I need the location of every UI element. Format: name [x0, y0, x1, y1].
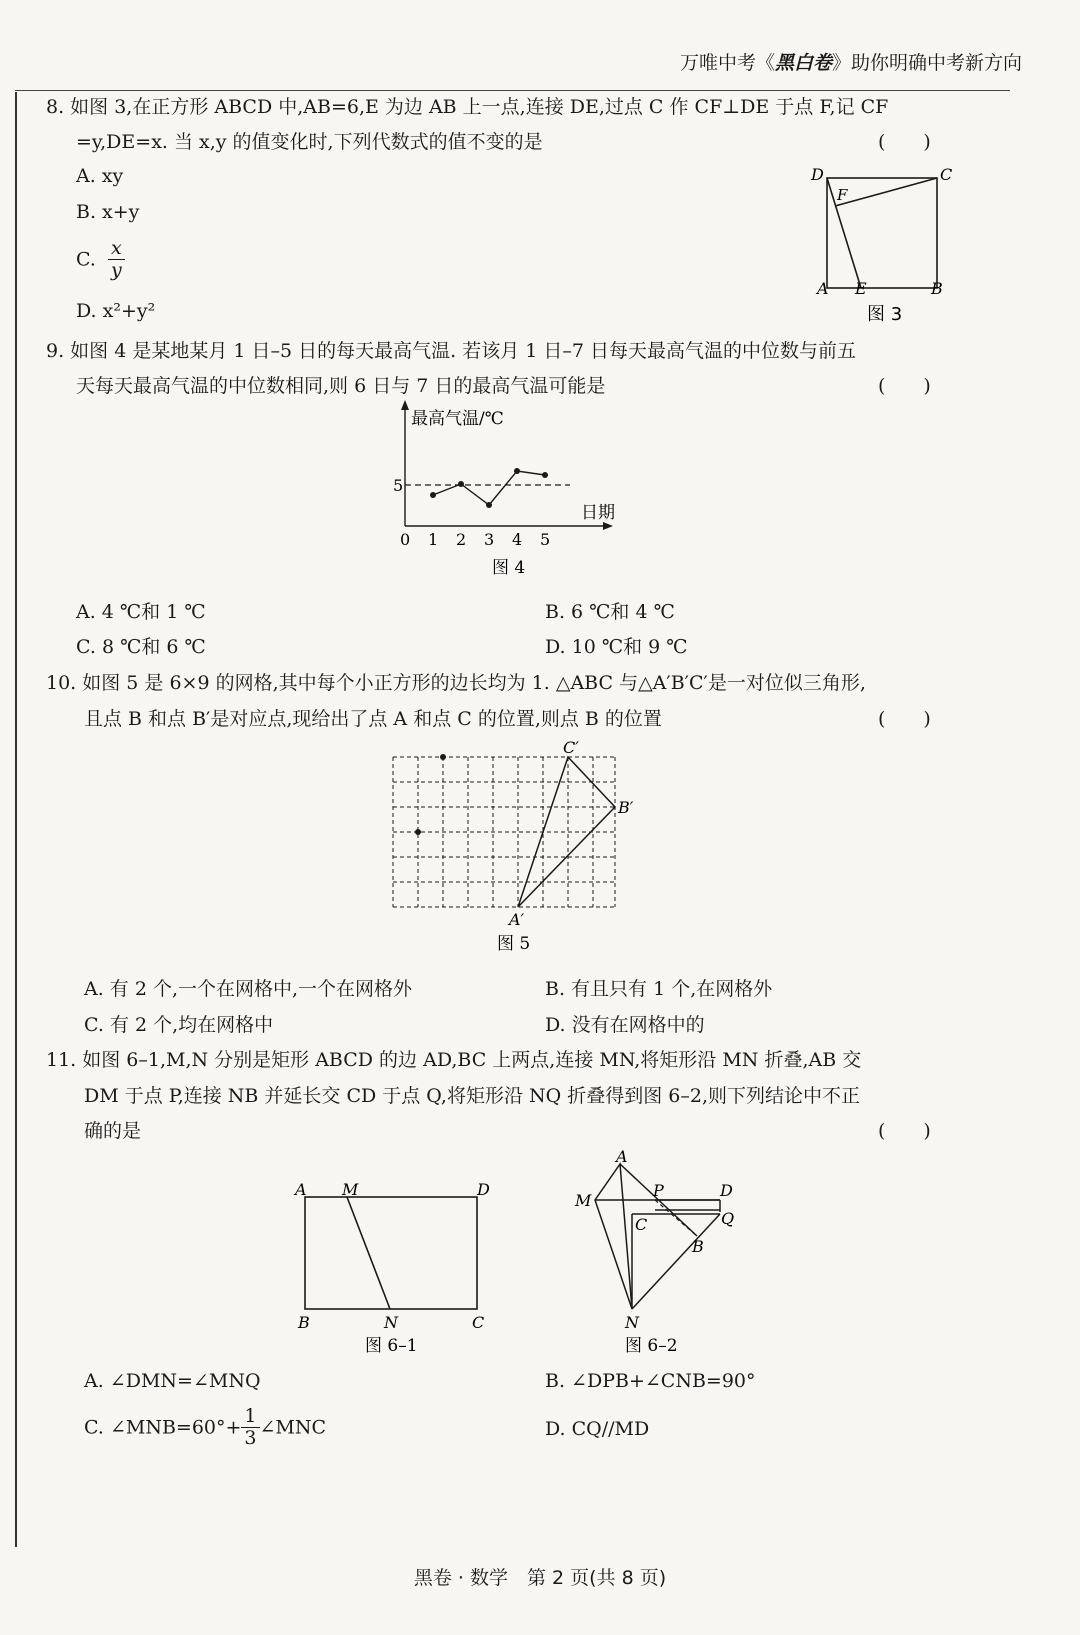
fig62-label-n: N [625, 1313, 639, 1332]
point-a-marker [440, 754, 446, 760]
q10-line2: 且点 B 和点 B′是对应点,现给出了点 A 和点 C 的位置,则点 B 的位置 [84, 708, 662, 730]
q8-option-b: B. x+y [76, 201, 140, 223]
fig61-label-c: C [472, 1313, 485, 1332]
fig5-label-b: B′ [618, 798, 634, 817]
fig61-label-a: A [295, 1180, 307, 1199]
fig4-xtick-4: 4 [512, 530, 523, 549]
fig4-xtick-1: 1 [428, 530, 439, 549]
q9-option-d: D. 10 ℃和 9 ℃ [545, 636, 688, 658]
fig61-label-n: N [384, 1313, 398, 1332]
fig62-label-c: C [635, 1215, 648, 1234]
q10-option-b: B. 有且只有 1 个,在网格外 [545, 978, 773, 1000]
data-point-5 [542, 472, 548, 478]
fig3-caption: 图 3 [867, 304, 903, 325]
q9-option-b: B. 6 ℃和 4 ℃ [545, 601, 675, 623]
fig3-label-a: A [817, 279, 829, 298]
fig5-caption: 图 5 [497, 934, 531, 954]
q10-option-a: A. 有 2 个,一个在网格中,一个在网格外 [84, 978, 413, 1000]
q9-line2: 天每天最高气温的中位数相同,则 6 日与 7 日的最高气温可能是 [76, 375, 606, 397]
q11-option-b: B. ∠DPB+∠CNB=90° [545, 1370, 756, 1392]
fig3-label-c: C [940, 165, 953, 184]
fig3-label-e: E [855, 279, 867, 298]
fig3-label-b: B [931, 279, 943, 298]
q11-line1: 11. 如图 6–1,M,N 分别是矩形 ABCD 的边 AD,BC 上两点,连接 MN,将矩形沿 MN 折叠,AB 交 [46, 1049, 862, 1071]
data-point-1 [430, 492, 436, 498]
fig4-tick-5: 5 [393, 476, 404, 495]
q10-option-d: D. 没有在网格中的 [545, 1014, 705, 1036]
q10-line1: 10. 如图 5 是 6×9 的网格,其中每个小正方形的边长均为 1. △ABC 与△A′B′C′是一对位似三角形, [46, 672, 866, 694]
fig62-label-b: B [692, 1237, 704, 1256]
fig4-xtick-0: 0 [400, 530, 411, 549]
q11-line3: 确的是 [84, 1120, 142, 1142]
fig4-xtick-5: 5 [540, 530, 551, 549]
fig62-label-q: Q [721, 1209, 735, 1228]
q11-option-a: A. ∠DMN=∠MNQ [84, 1370, 261, 1392]
q11-bracket: ( ) [878, 1120, 931, 1142]
figure-4-chart [385, 398, 630, 583]
fig62-label-d: D [720, 1181, 733, 1200]
page-header: 万唯中考《黑白卷》助你明确中考新方向 [679, 52, 1022, 74]
q10-bracket: ( ) [878, 708, 931, 730]
fig4-x-label: 日期 [581, 503, 615, 523]
point-c-marker [415, 829, 421, 835]
figure-5-grid [385, 735, 655, 960]
fig4-caption: 图 4 [492, 558, 526, 578]
q9-option-c: C. 8 ℃和 6 ℃ [76, 636, 206, 658]
data-point-3 [486, 502, 492, 508]
data-point-4 [514, 468, 520, 474]
fig62-label-p: P [653, 1181, 664, 1200]
fig62-caption: 图 6–2 [625, 1336, 678, 1356]
q8-option-c: C. $\frac{x}{y}$ [76, 238, 125, 281]
q9-bracket: ( ) [878, 375, 931, 397]
q11-line2: DM 于点 P,连接 NB 并延长交 CD 于点 Q,将矩形沿 NQ 折叠得到图 6–2,则下列结论中不正 [84, 1085, 861, 1107]
fig3-label-d: D [811, 165, 824, 184]
fig61-label-d: D [477, 1180, 490, 1199]
header-rule [15, 90, 1010, 91]
q8-option-a: A. xy [76, 165, 124, 187]
q11-option-d: D. CQ//MD [545, 1418, 650, 1440]
q8-option-d: D. x²+y² [76, 300, 156, 322]
fig4-xtick-3: 3 [484, 530, 495, 549]
fig62-label-a: A [616, 1148, 628, 1166]
fig61-label-b: B [298, 1313, 310, 1332]
margin-line [15, 92, 17, 1547]
fig4-y-label: 最高气温/℃ [411, 409, 504, 429]
q9-line1: 9. 如图 4 是某地某月 1 日–5 日的每天最高气温. 若该月 1 日–7 日每天最高气温的中位数与前五 [46, 340, 857, 362]
q8-line2: =y,DE=x. 当 x,y 的值变化时,下列代数式的值不变的是 [76, 131, 543, 153]
data-point-2 [458, 481, 464, 487]
fig5-label-a: A′ [509, 910, 525, 929]
fig62-label-m: M [575, 1191, 592, 1210]
figure-3 [805, 158, 965, 328]
q10-option-c: C. 有 2 个,均在网格中 [84, 1014, 274, 1036]
q8-bracket: ( ) [878, 131, 931, 153]
figure-6-2 [565, 1148, 760, 1358]
figure-6-1 [290, 1175, 500, 1355]
fig3-label-f: F [837, 186, 848, 204]
fig5-label-c: C′ [563, 738, 579, 757]
fig61-label-m: M [342, 1180, 359, 1199]
q11-option-c: C. ∠MNB=60°+ $\frac{1}{3}$ ∠MNC [84, 1405, 327, 1449]
fig61-caption: 图 6–1 [365, 1336, 418, 1355]
fig4-xtick-2: 2 [456, 530, 467, 549]
q9-option-a: A. 4 ℃和 1 ℃ [76, 601, 206, 623]
q8-line1: 8. 如图 3,在正方形 ABCD 中,AB=6,E 为边 AB 上一点,连接 DE,过点 C 作 CF⊥DE 于点 F,记 CF [46, 96, 889, 118]
page-footer: 黑卷 · 数学 第 2 页(共 8 页) [413, 1567, 667, 1589]
